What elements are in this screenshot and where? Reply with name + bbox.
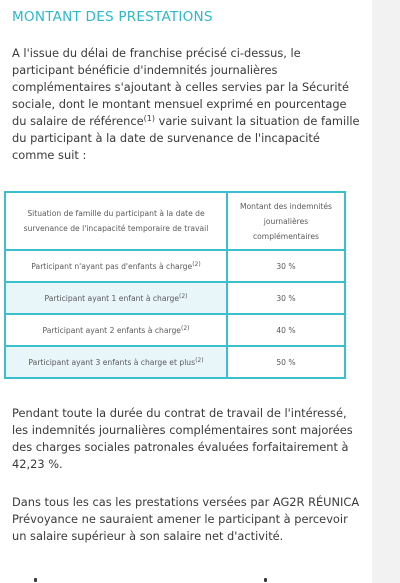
header-family-situation: Situation de famille du participant à la date de survenance de l'incapacité temporaire de travail (5, 192, 227, 250)
intro-text-continued: varie suivant la situation de famille du participant à la date de survenance de l'incapacité comme suit : (12, 114, 360, 162)
charges-paragraph: Pendant toute la durée du contrat de travail de l'intéressé, les indemnités journalières complémentaires sont majorées des charges sociales patronales évaluées forfaitairement à 42,23 %. (12, 406, 353, 471)
table-row (5, 346, 345, 378)
benefits-table (4, 191, 346, 379)
row-label (5, 250, 227, 282)
row-label-text: Participant ayant 2 enfants à charge (42, 325, 181, 335)
benefits-table-wrapper (4, 191, 346, 379)
table-row (5, 314, 345, 346)
row-value: 30 % (227, 282, 345, 314)
row-label-text: Participant ayant 3 enfants à charge et plus (28, 357, 196, 367)
row-value: 30 % (227, 250, 345, 282)
salary-cap-paragraph: Dans tous les cas les prestations versées par AG2R RÉUNICA Prévoyance ne sauraient amener le participant à percevoir un salaire supérieur à son salaire net d'activité. (12, 495, 360, 543)
header-benefit-amount: Montant des indemnités journalières complémentaires (227, 192, 345, 250)
footnote-marker: (2) (195, 356, 204, 364)
row-label (5, 282, 227, 314)
footnote-marker: (2) (179, 292, 188, 300)
row-value: 50 % (227, 346, 345, 378)
side-panel (372, 0, 400, 583)
intro-paragraph (12, 45, 364, 164)
table-header-row (5, 192, 345, 250)
cut-off-text-line (12, 576, 364, 583)
row-value: 40 % (227, 314, 345, 346)
row-label-text: Participant n'ayant pas d'enfants à charge (31, 261, 193, 271)
row-label-text: Participant ayant 1 enfant à charge (44, 293, 180, 303)
row-label (5, 346, 227, 378)
intro-text: A l'issue du délai de franchise précisé ci-dessus, le participant bénéficie d'indemnités journalières complémentaires s'ajoutant à celles servies par la Sécurité sociale, dont le montant mensuel exprimé en pourcentage du salaire de référence (12, 46, 349, 128)
section-title: MONTANT DES PRESTATIONS (12, 9, 213, 25)
footnote-marker: (1) (143, 114, 155, 123)
footnote-marker: (2) (192, 260, 201, 268)
row-label (5, 314, 227, 346)
footnote-marker: (2) (180, 324, 190, 332)
table-row (5, 282, 345, 314)
table-row (5, 250, 345, 282)
